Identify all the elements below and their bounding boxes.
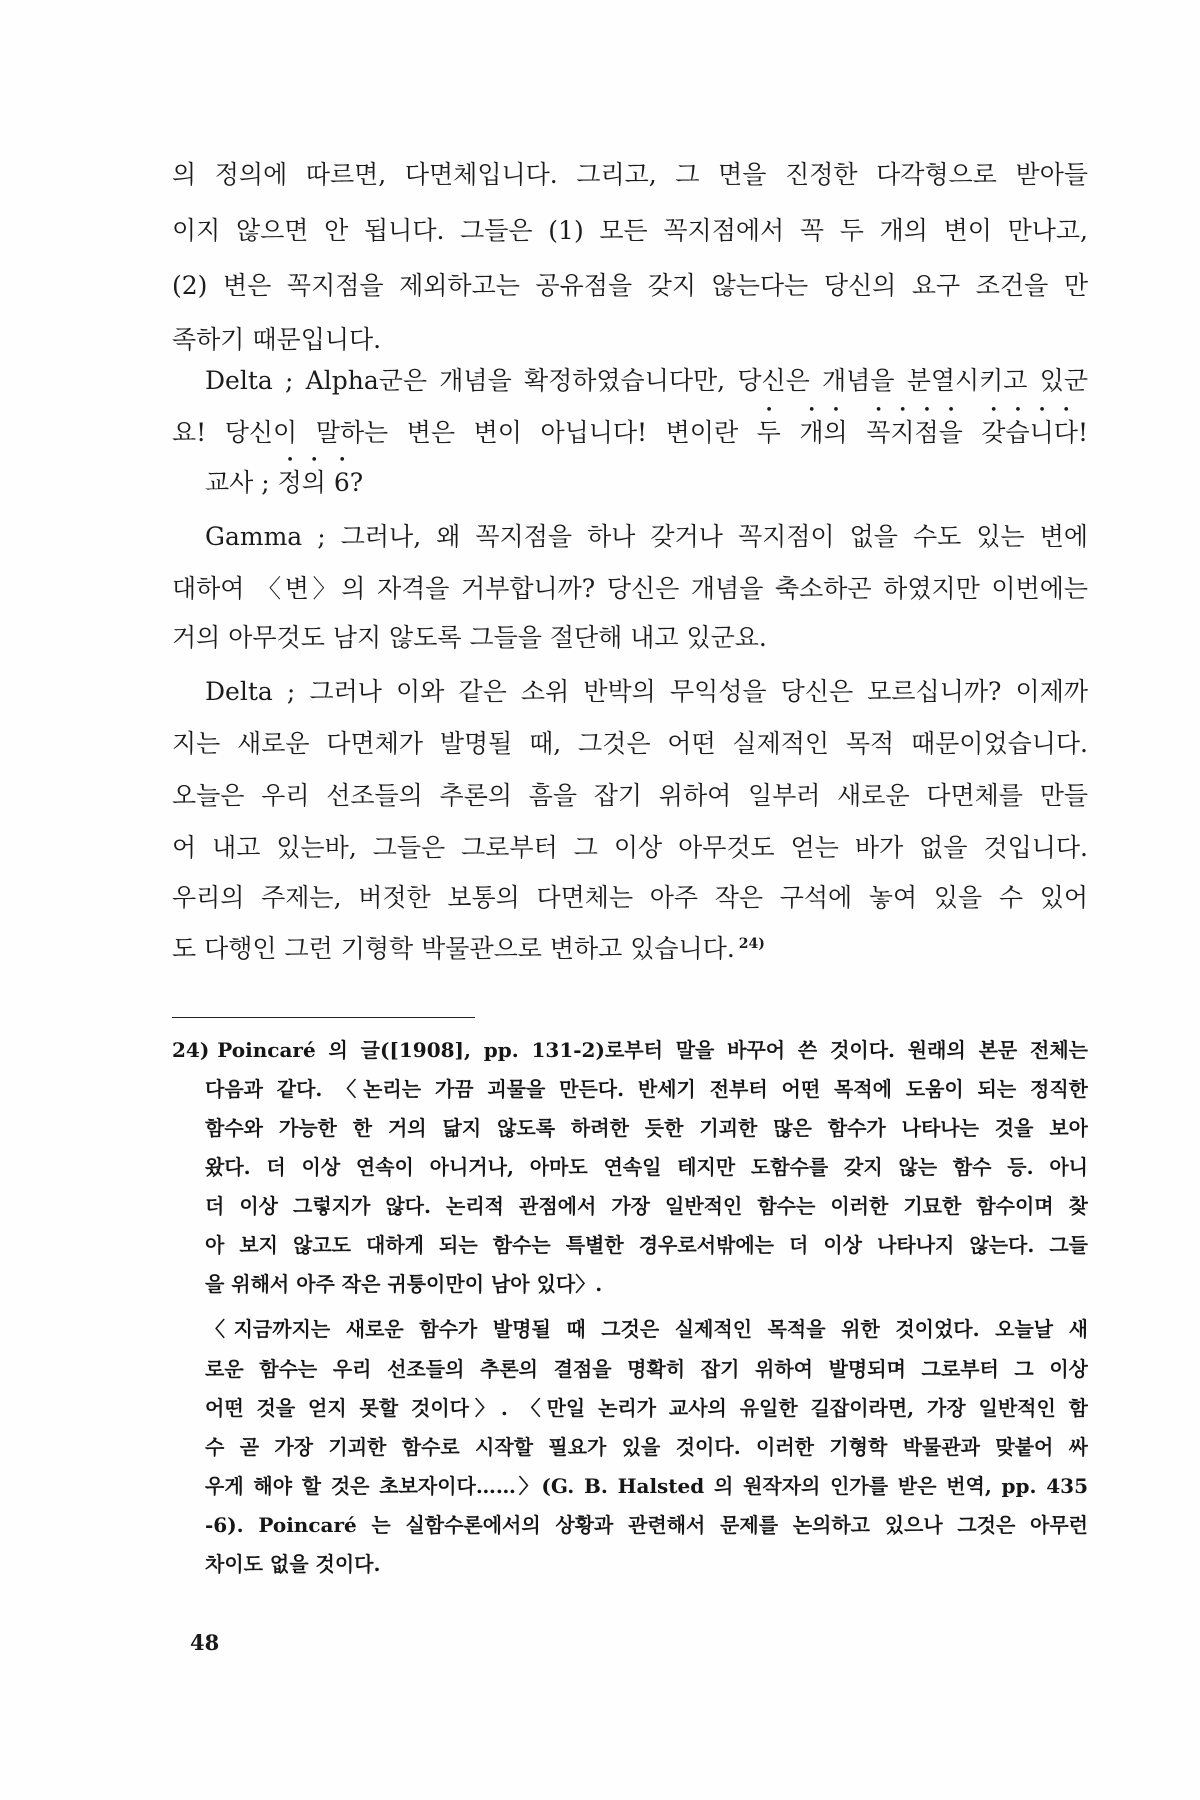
body-line: (2) 변은 꼭지점을 제외하고는 공유점을 갖지 않는다는 당신의 요구 조건을 만 bbox=[172, 271, 1088, 300]
footnote-line-text: Poincaré 의 글([1908], pp. 131-2)로부터 말을 바꾸어 쓴 것이다. 원래의 본문 전체는 bbox=[217, 1038, 1088, 1062]
body-line: Delta ; Alpha군은 개념을 확정하였습니다만, 당신은 개념을 분열시키고 있군 bbox=[205, 366, 1088, 395]
footnote-line: 아 보지 않고도 대하게 되는 함수는 특별한 경우로서밖에는 더 이상 나타나지 않는다. 그들 bbox=[205, 1233, 1088, 1257]
body-line: 어 내고 있는바, 그들은 그로부터 그 이상 아무것도 얻는 바가 없을 것입니다. bbox=[172, 833, 1088, 862]
footnote-line: 우게 해야 할 것은 초보자이다……〉(G. B. Halsted 의 원작자의 인가를 받은 번역, pp. 435 bbox=[205, 1474, 1088, 1498]
footnote-line: 어떤 것을 얻지 못할 것이다〉. 〈만일 논리가 교사의 유일한 길잡이라면, 가장 일반적인 함 bbox=[205, 1396, 1088, 1420]
footnote-line: 차이도 없을 것이다. bbox=[205, 1552, 381, 1576]
footnote-line: 로운 함수는 우리 선조들의 추론의 결점을 명확히 잡기 위하여 발명되며 그로부터 그 이상 bbox=[205, 1357, 1088, 1381]
body-line bbox=[172, 403, 1088, 455]
body-line bbox=[172, 923, 1088, 975]
footnote-line: 다음과 같다. 〈논리는 가끔 괴물을 만든다. 반세기 전부터 어떤 목적에 도움이 되는 정직한 bbox=[205, 1077, 1088, 1101]
body-line: Gamma ; 그러나, 왜 꼭지점을 하나 갖거나 꼭지점이 없을 수도 있는 변에 bbox=[205, 522, 1088, 551]
body-line-text: 도 다행인 그런 기형학 박물관으로 변하고 있습니다. bbox=[172, 934, 735, 963]
footnote-line: -6). Poincaré 는 실함수론에서의 상황과 관련해서 문제를 논의하고 있으나 그것은 아무런 bbox=[205, 1513, 1088, 1537]
footnote-number: 24) bbox=[172, 1038, 210, 1062]
footnote-line: 〈지금까지는 새로운 함수가 발명될 때 그것은 실제적인 목적을 위한 것이었다. 오늘날 새 bbox=[205, 1317, 1088, 1341]
footnote-line: 수 곧 가장 기괴한 함수로 시작할 필요가 있을 것이다. 이러한 기형학 박물관과 맞붙어 싸 bbox=[205, 1435, 1088, 1459]
footnote-divider bbox=[172, 1017, 475, 1018]
body-line: Delta ; 그러나 이와 같은 소위 반박의 무익성을 당신은 모르십니까? 이제까 bbox=[205, 677, 1088, 706]
body-line: 거의 아무것도 남지 않도록 그들을 절단해 내고 있군요. bbox=[172, 623, 767, 652]
body-line: 우리의 주제는, 버젓한 보통의 다면체는 아주 작은 구석에 놓여 있을 수 있어 bbox=[172, 883, 1088, 912]
body-line: 의 정의에 따르면, 다면체입니다. 그리고, 그 면을 진정한 다각형으로 받아들 bbox=[172, 160, 1088, 189]
body-line-text: 요! 당신이 말하는 변은 변이 아닙니다! 변이란 bbox=[172, 418, 757, 447]
emphasized-text: 두 개의 꼭지점을 갖습니다 bbox=[756, 418, 1078, 447]
body-line: 지는 새로운 다면체가 발명될 때, 그것은 어떤 실제적인 목적 때문이었습니다. bbox=[172, 729, 1088, 758]
emphasized-text: 정의 6 bbox=[277, 468, 350, 497]
footnote-line: 을 위해서 아주 작은 귀퉁이만이 남아 있다〉. bbox=[205, 1272, 603, 1296]
page-number: 48 bbox=[190, 1630, 220, 1655]
footnote-line bbox=[172, 1031, 1088, 1069]
body-line-text: ! bbox=[1077, 418, 1088, 447]
body-line-text: 교사 ; bbox=[205, 468, 278, 497]
body-line bbox=[205, 453, 1088, 505]
body-line-text: ? bbox=[349, 468, 364, 497]
footnote-line: 함수와 가능한 한 거의 닮지 않도록 하려한 듯한 기괴한 많은 함수가 나타나는 것을 보아 bbox=[205, 1116, 1088, 1140]
footnote-line: 더 이상 그렇지가 않다. 논리적 관점에서 가장 일반적인 함수는 이러한 기묘한 함수이며 찾 bbox=[205, 1194, 1088, 1218]
body-line: 오늘은 우리 선조들의 추론의 흠을 잡기 위하여 일부러 새로운 다면체를 만들 bbox=[172, 781, 1088, 810]
footnote-reference: 24) bbox=[738, 935, 765, 952]
body-line: 이지 않으면 안 됩니다. 그들은 (1) 모든 꼭지점에서 꼭 두 개의 변이 만나고, bbox=[172, 216, 1088, 245]
body-line: 대하여 〈변〉의 자격을 거부합니까? 당신은 개념을 축소하곤 하였지만 이번에는 bbox=[172, 574, 1088, 603]
body-line: 족하기 때문입니다. bbox=[172, 325, 382, 354]
footnote-line: 왔다. 더 이상 연속이 아니거나, 아마도 연속일 테지만 도함수를 갖지 않는 함수 등. 아니 bbox=[205, 1155, 1088, 1179]
